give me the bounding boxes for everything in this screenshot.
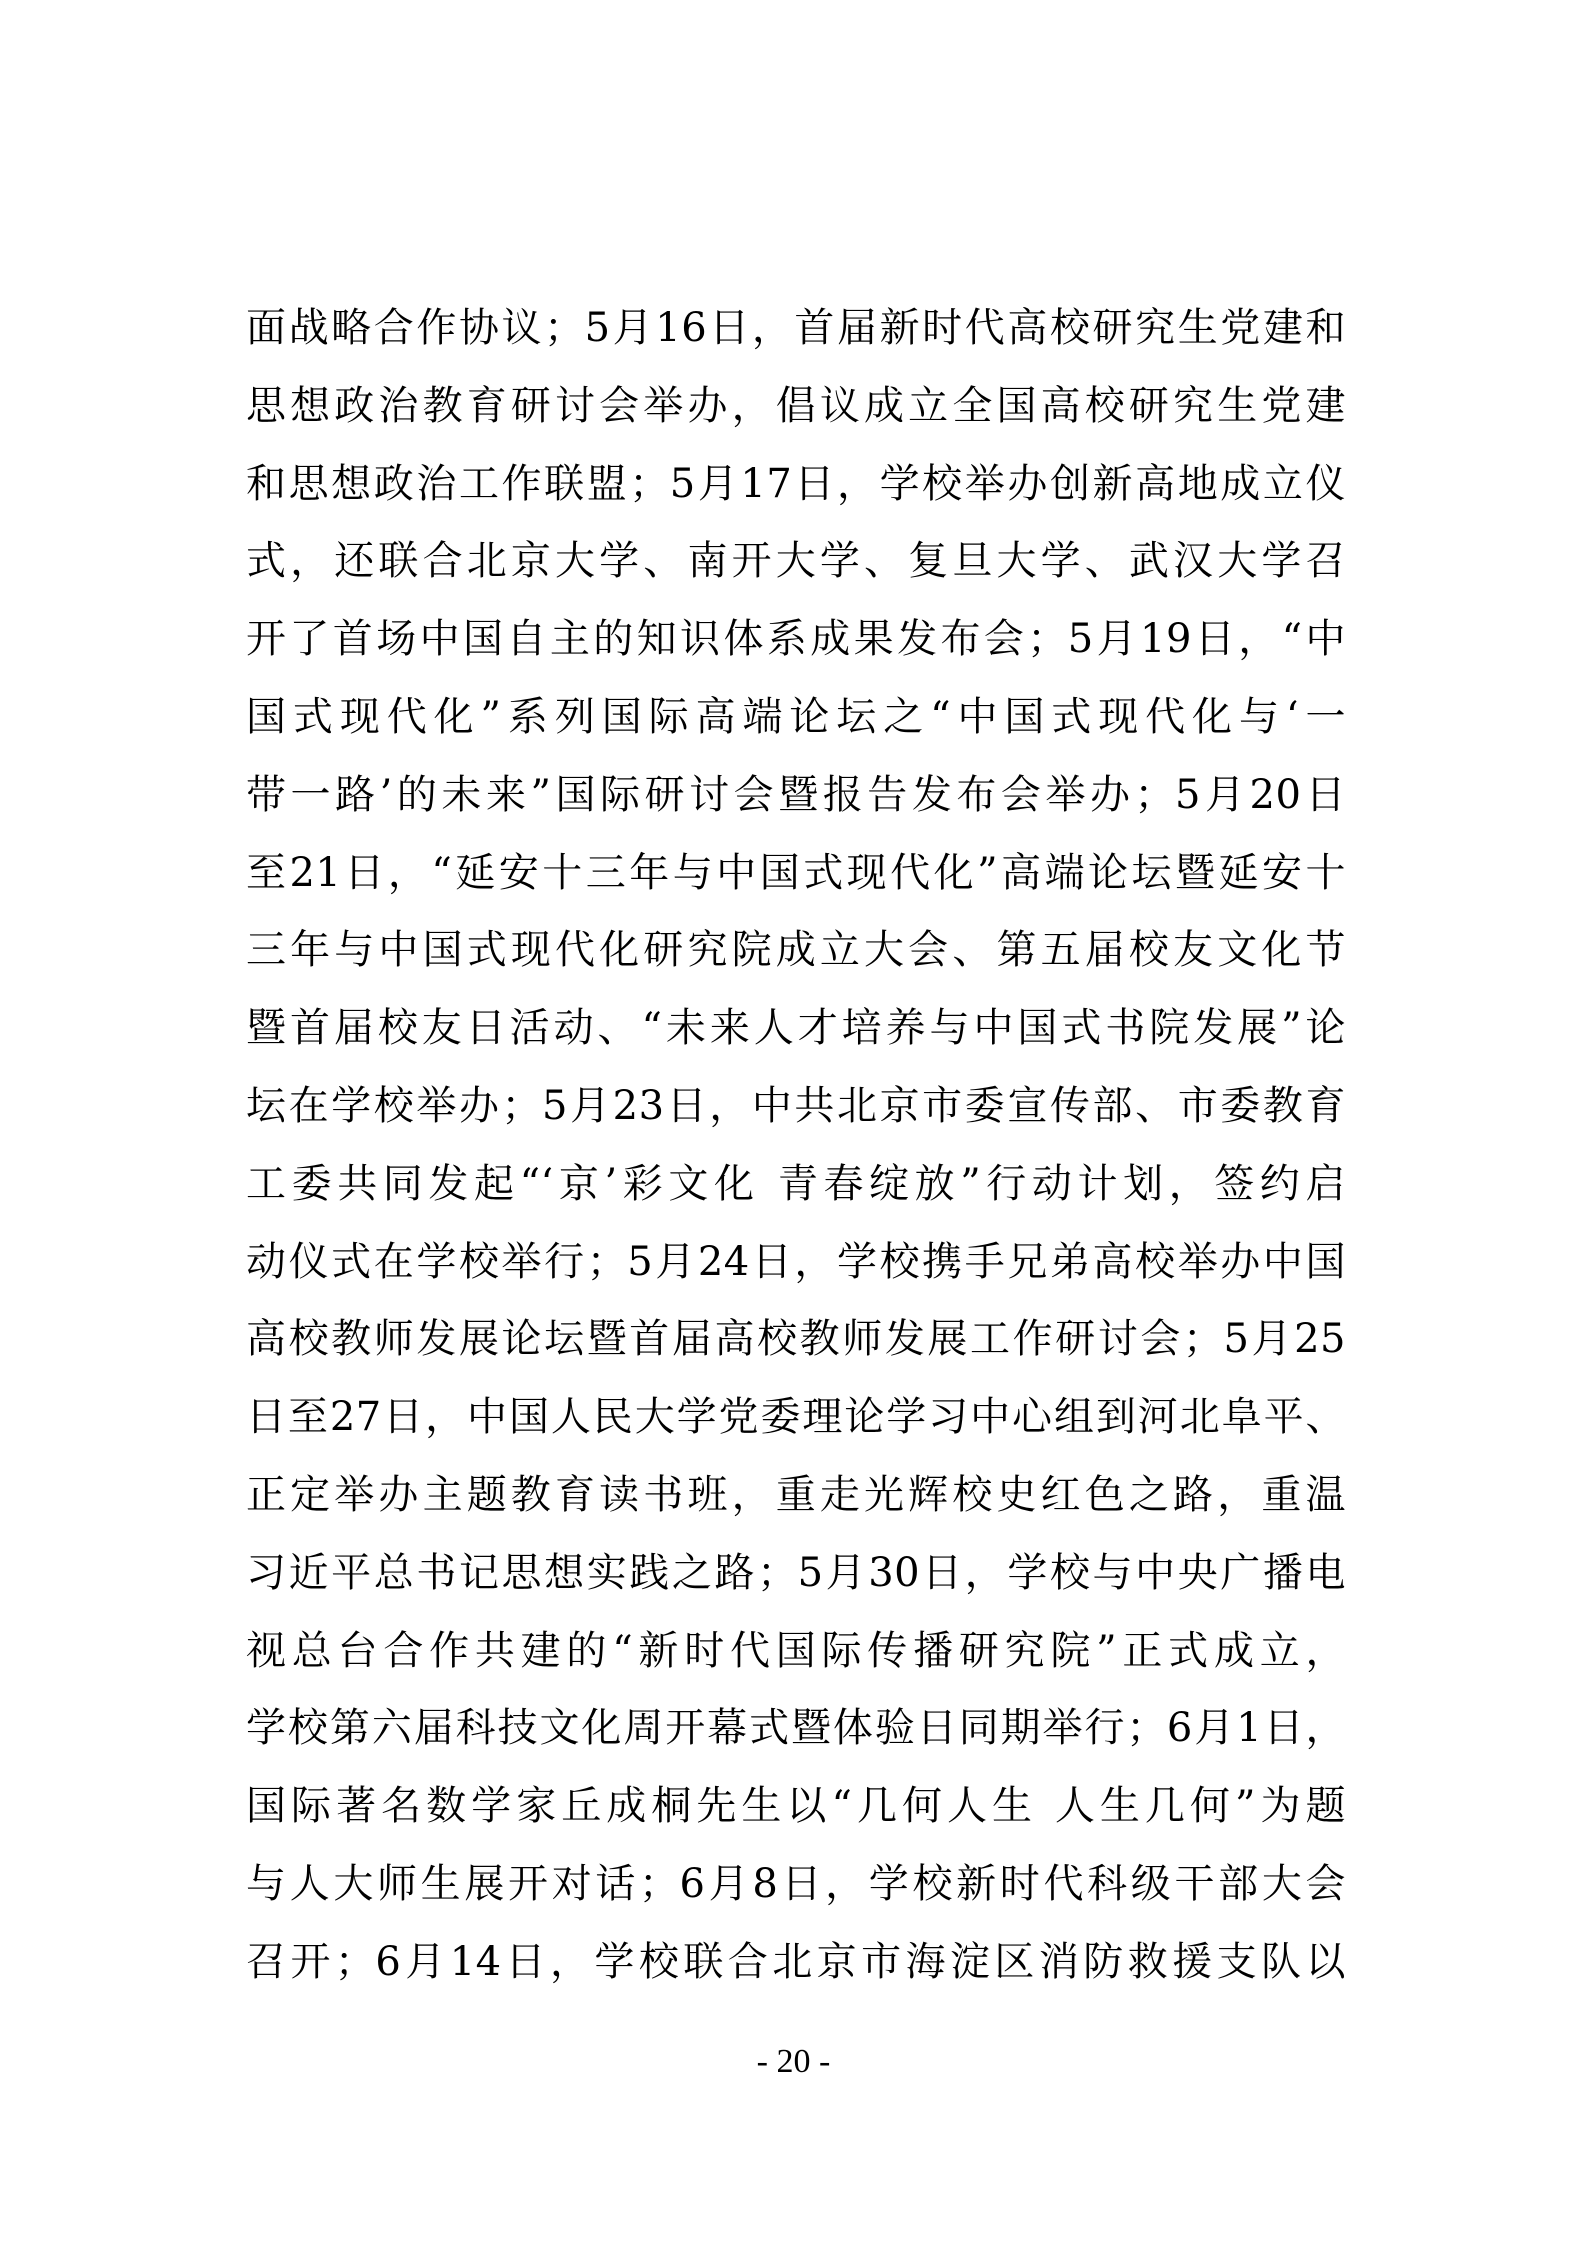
text-line: 日至27日，中国人民大学党委理论学习中心组到河北阜平、 [246,1394,1346,1441]
text-line: 三年与中国式现代化研究院成立大会、第五届校友文化节 [246,927,1346,974]
document-body [246,290,1346,2002]
page-number: - 20 - [756,2043,831,2080]
text-line: 和思想政治工作联盟；5月17日，学校举办创新高地成立仪 [246,460,1346,507]
text-line: 国际著名数学家丘成桐先生以“几何人生 人生几何”为题 [246,1783,1346,1830]
text-line: 至21日，“延安十三年与中国式现代化”高端论坛暨延安十 [246,849,1346,896]
text-line: 思想政治教育研讨会举办，倡议成立全国高校研究生党建 [246,382,1346,429]
text-line: 与人大师生展开对话；6月8日，学校新时代科级干部大会 [246,1860,1346,1907]
text-line: 坛在学校举办；5月23日，中共北京市委宣传部、市委教育 [246,1082,1346,1129]
text-line: 暨首届校友日活动、“未来人才培养与中国式书院发展”论 [246,1005,1346,1052]
text-line: 开了首场中国自主的知识体系成果发布会；5月19日，“中 [246,616,1346,663]
text-line: 高校教师发展论坛暨首届高校教师发展工作研讨会；5月25 [246,1316,1346,1363]
text-line: 面战略合作协议；5月16日，首届新时代高校研究生党建和 [246,305,1346,351]
text-line: 视总台合作共建的“新时代国际传播研究院”正式成立， [246,1627,1346,1674]
text-line: 工委共同发起“‘京’彩文化 青春绽放”行动计划，签约启 [246,1160,1346,1207]
text-line: 习近平总书记思想实践之路；5月30日，学校与中央广播电 [246,1549,1346,1596]
text-line: 学校第六届科技文化周开幕式暨体验日同期举行；6月1日， [246,1705,1346,1752]
text-line: 国式现代化”系列国际高端论坛之“中国式现代化与‘一 [246,693,1346,740]
text-line: 动仪式在学校举行；5月24日，学校携手兄弟高校举办中国 [246,1238,1346,1285]
text-line: 正定举办主题教育读书班，重走光辉校史红色之路，重温 [246,1471,1346,1518]
text-line: 式，还联合北京大学、南开大学、复旦大学、武汉大学召 [246,538,1346,585]
text-line: 召开；6月14日，学校联合北京市海淀区消防救援支队以 [246,1938,1346,1985]
text-line: 带一路’的未来”国际研讨会暨报告发布会举办；5月20日 [246,771,1346,818]
